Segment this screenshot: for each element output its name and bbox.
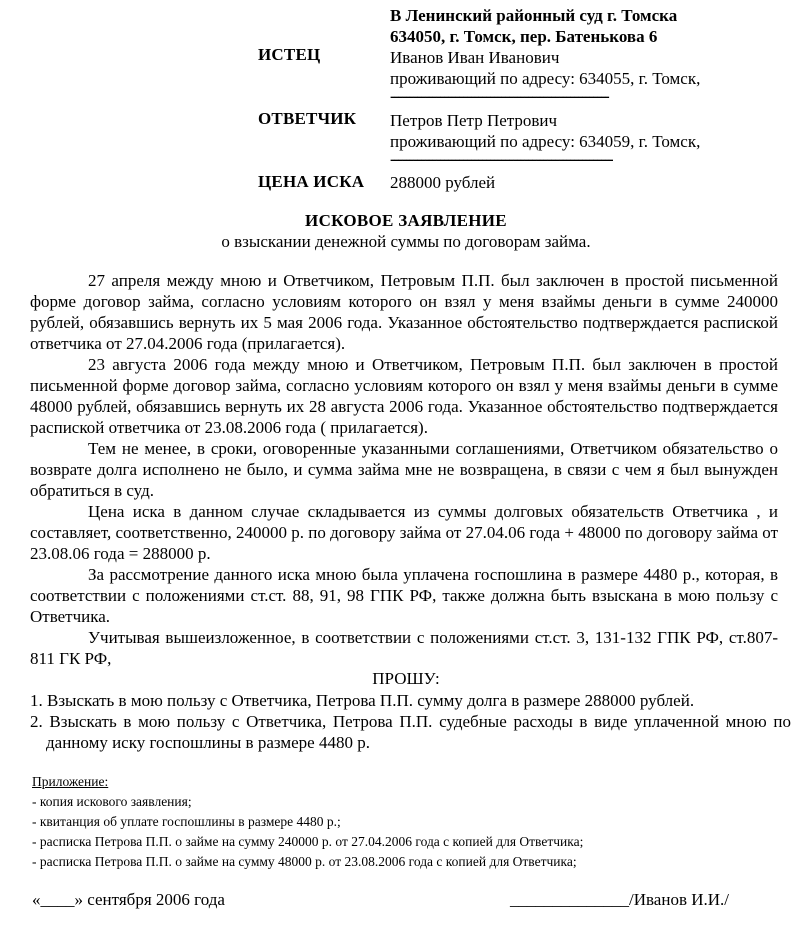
attachments-heading: Приложение:	[32, 774, 109, 789]
defendant-label: ОТВЕТЧИК	[258, 109, 357, 128]
plaintiff-address: проживающий по адресу: 634055, г. Томск,	[390, 69, 701, 88]
attachment-item: - расписка Петрова П.П. о займе на сумму 48000 р. от 23.08.2006 года с копией для Ответчика;	[32, 854, 577, 869]
paragraph-legal-basis: Учитывая вышеизложенное, в соответствии с положениями ст.ст. 3, 131-132 ГПК РФ, ст.807-811 ГК РФ,	[30, 628, 778, 668]
defendant-address-dashes: ----------------------------------------------------------	[390, 151, 613, 168]
paragraph-non-repayment: Тем не менее, в сроки, оговоренные указанными соглашениями, Ответчиком обязательство о возврате долга исполнено не было, и сумма займа мне не возвращена, в связи с чем я был вынужден обратиться в суд.	[30, 439, 778, 500]
attachment-item: - квитанция об уплате госпошлины в размере 4480 р.;	[32, 814, 341, 829]
request-item-2: 2. Взыскать в мою пользу с Ответчика, Петрова П.П. судебные расходы в виде уплаченной мною по данному иску госпошлины в размере 4480 р.	[30, 712, 791, 752]
paragraph-state-fee: За рассмотрение данного иска мною была уплачена госпошлина в размере 4480 р., которая, в соответствии с положениями ст.ст. 88, 91, 98 ГПК РФ, также должна быть взыскана в мою пользу с Ответчика.	[30, 565, 778, 626]
claim-price-value: 288000 рублей	[390, 173, 496, 192]
claim-price-label: ЦЕНА ИСКА	[258, 172, 365, 191]
date-line: «____» сентября 2006 года	[32, 890, 225, 909]
document-title: ИСКОВОЕ ЗАЯВЛЕНИЕ	[305, 211, 507, 230]
signature-line: ______________/Иванов И.И./	[510, 890, 729, 909]
paragraph-loan-2: 23 августа 2006 года между мною и Ответчиком, Петровым П.П. был заключен в простой письменной форме договор займа, согласно условиям которого он взял у меня взаймы деньги в сумме 48000 рублей, обязавшись вернуть их 28 августа 2006 года. Указанное обстоятельство подтверждается распиской ответчика от 23.08.2006 года ( прилагается).	[30, 355, 778, 437]
plaintiff-name: Иванов Иван Иванович	[390, 48, 560, 67]
court-name: В Ленинский районный суд г. Томска	[390, 6, 678, 25]
document-subtitle: о взыскании денежной суммы по договорам займа.	[221, 232, 591, 251]
request-item-1: 1. Взыскать в мою пользу с Ответчика, Петрова П.П. сумму долга в размере 288000 рублей.	[30, 691, 695, 710]
plaintiff-address-dashes: ---------------------------------------------------------	[390, 88, 609, 105]
attachment-item: - копия искового заявления;	[32, 794, 192, 809]
court-address: 634050, г. Томск, пер. Батенькова 6	[390, 27, 658, 46]
attachment-item: - расписка Петрова П.П. о займе на сумму 240000 р. от 27.04.2006 года с копией для Ответчика;	[32, 834, 584, 849]
request-heading: ПРОШУ:	[372, 669, 440, 688]
defendant-address: проживающий по адресу: 634059, г. Томск,	[390, 132, 701, 151]
plaintiff-label: ИСТЕЦ	[258, 45, 321, 64]
paragraph-claim-price: Цена иска в данном случае складывается из суммы долговых обязательств Ответчика , и составляет, соответственно, 240000 р. по договору займа от 27.04.06 года + 48000 по договору займа от 23.08.06 года = 288000 р.	[30, 502, 778, 563]
defendant-name: Петров Петр Петрович	[390, 111, 558, 130]
paragraph-loan-1: 27 апреля между мною и Ответчиком, Петровым П.П. был заключен в простой письменной форме договор займа, согласно условиям которого он взял у меня взаймы деньги в сумме 240000 рублей, обязавшись вернуть их 5 мая 2006 года. Указанное обстоятельство подтверждается распиской ответчика от 27.04.2006 года (прилагается).	[30, 271, 778, 353]
